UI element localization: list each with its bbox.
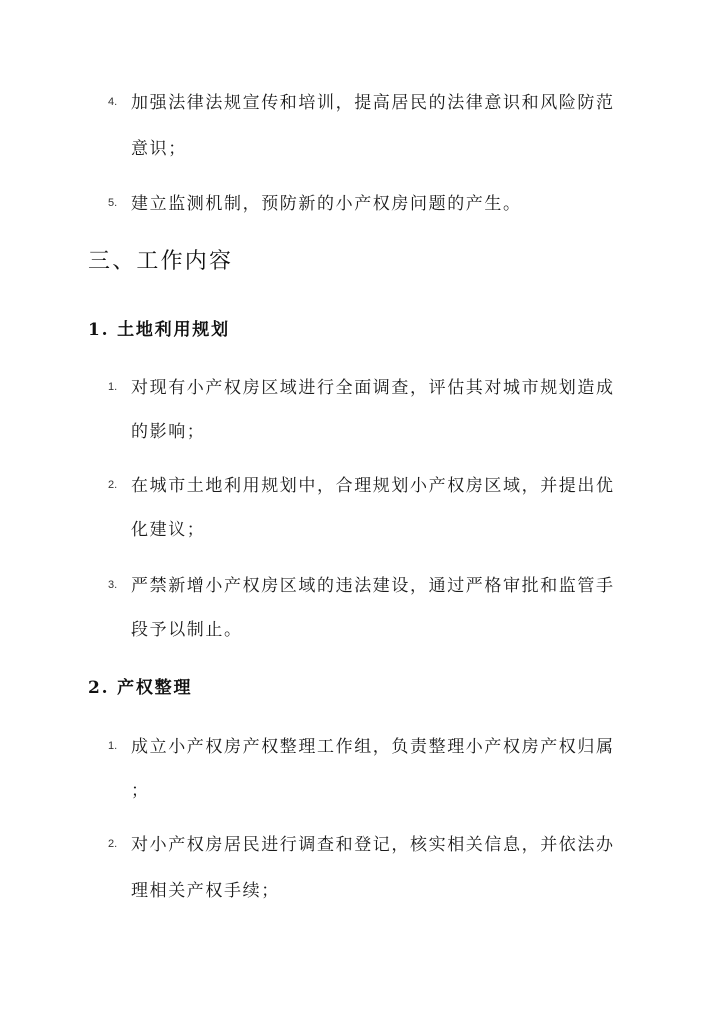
list-item-text: 段予以制止。	[131, 620, 243, 640]
section-title: 三、工作内容	[88, 249, 234, 274]
list-item-text: 的影响；	[131, 422, 206, 442]
list-number: 1.	[108, 381, 118, 393]
list-item-text: 严禁新增小产权房区域的违法建设，通过严格审批和监管手	[131, 576, 615, 596]
list-number: 1.	[108, 740, 118, 752]
list-number: 4.	[108, 96, 118, 108]
list-number: 2.	[108, 838, 118, 850]
subsection-title: 1. 土地利用规划	[88, 320, 230, 340]
list-number: 2.	[108, 479, 118, 491]
subsection-title: 2. 产权整理	[88, 678, 193, 698]
list-number: 5.	[108, 197, 118, 209]
list-item-text: 对小产权房居民进行调查和登记，核实相关信息，并依法办	[131, 835, 615, 855]
list-number: 3.	[108, 579, 118, 591]
list-item-text: 意识；	[131, 139, 187, 159]
list-item-text: 成立小产权房产权整理工作组，负责整理小产权房产权归属	[131, 737, 615, 757]
list-item-text: 在城市土地利用规划中，合理规划小产权房区域，并提出优	[131, 476, 615, 496]
list-item-text: ；	[131, 781, 150, 801]
list-item-text: 理相关产权手续；	[131, 881, 280, 901]
list-item-text: 加强法律法规宣传和培训，提高居民的法律意识和风险防范	[131, 93, 615, 113]
list-item-text: 建立监测机制，预防新的小产权房问题的产生。	[131, 194, 522, 214]
list-item-text: 对现有小产权房区域进行全面调查，评估其对城市规划造成	[131, 378, 615, 398]
list-item-text: 化建议；	[131, 520, 206, 540]
